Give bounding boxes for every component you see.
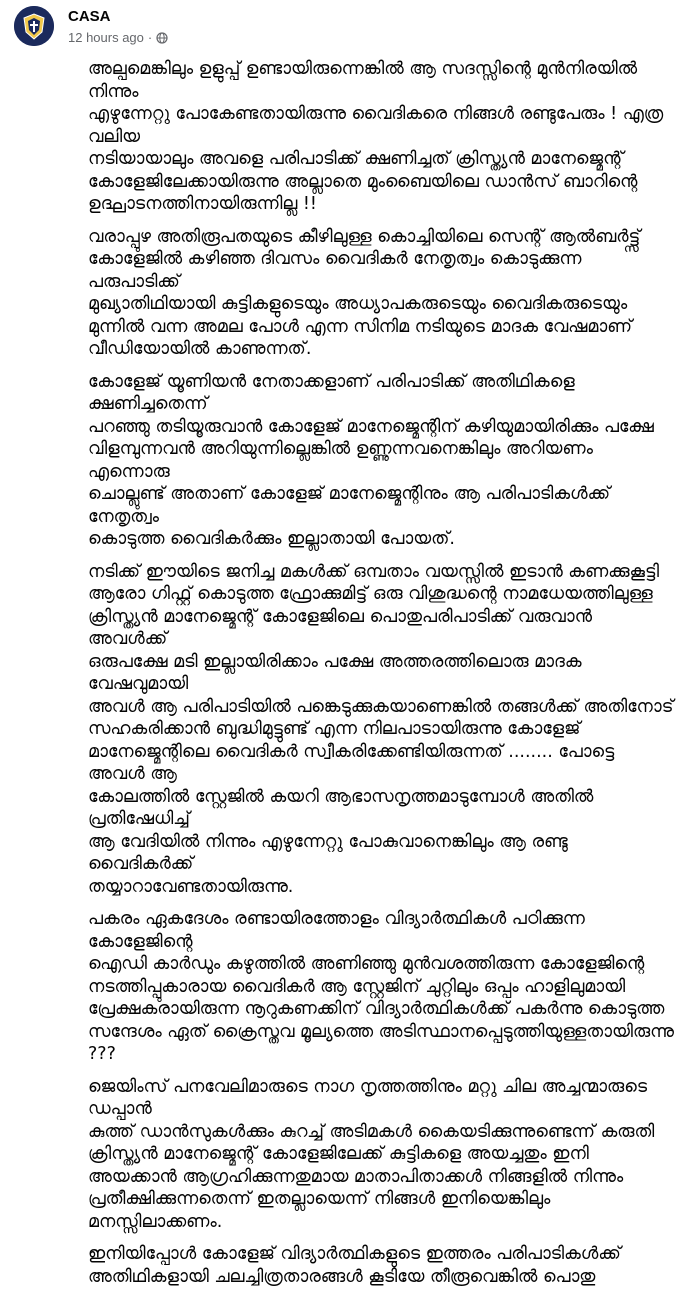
meta-separator: · (147, 30, 153, 45)
casa-logo-icon (14, 6, 54, 46)
post-body (88, 58, 676, 1298)
avatar[interactable] (14, 6, 54, 46)
post-paragraph: അല്പമെങ്കിലും ഉളുപ്പ് ഉണ്ടായിരുന്നെങ്കിൽ ആ സദസ്സിന്റെ മുൻനിരയിൽ നിന്നും എഴുന്നേറ്റു പോകേണ്ടതായിരുന്നു വൈദികരെ നിങ്ങൾ രണ്ടുപേരും ! എത്ര വലിയ നടിയായാലും അവളെ പരിപാടിക്ക് ക്ഷണിച്ചത് ക്രിസ്ത്യൻ മാനേജ്മെന്റ് കോളേജിലേക്കായിരുന്നു അല്ലാതെ മുംബൈയിലെ ഡാൻസ് ബാറിന്റെ ഉദ്ഘാടനത്തിനായിരുന്നില്ല !! (88, 59, 664, 214)
post-paragraph: പകരം ഏകദേശം രണ്ടായിരത്തോളം വിദ്യാർത്ഥികൾ പഠിക്കുന്ന കോളേജിന്റെ ഐഡി കാർഡും കഴുത്തിൽ അണിഞ്ഞു മുൻവശത്തിരുന്ന കോളേജിന്റെ നടത്തിപ്പുകാരായ വൈദികർ ആ സ്റ്റേജിന് ചുറ്റിലും ഒപ്പം ഹാളിലുമായി പ്രേക്ഷകരായിരുന്ന നൂറുകണക്കിന് വിദ്യാർത്ഥികൾക്ക് പകർന്നു കൊടുത്ത സന്ദേശം ഏത് ക്രൈസ്തവ മൂല്യത്തെ അടിസ്ഥാനപ്പെടുത്തിയുള്ളതായിരുന്നു ??? (88, 909, 674, 1064)
post-paragraph: കോളേജ് യൂണിയൻ നേതാക്കളാണ് പരിപാടിക്ക് അതിഥികളെ ക്ഷണിച്ചതെന്ന് പറഞ്ഞു തടിയൂരുവാൻ കോളേജ് മാനേജ്മെന്റിന് കഴിയുമായിരിക്കും പക്ഷേ വിളമ്പുന്നവൻ അറിയുന്നില്ലെങ്കിൽ ഉണ്ണുന്നവനെങ്കിലും അറിയണം എന്നൊരു ചൊല്ലുണ്ട് അതാണ് കോളേജ് മാനേജ്മെന്റിനും ആ പരിപാടികൾക്ക് നേതൃത്വം കൊടുത്ത വൈദികർക്കും ഇല്ലാതായി പോയത്. (88, 371, 654, 549)
post-header (12, 6, 668, 50)
post-paragraph: ജെയിംസ് പനവേലിമാരുടെ നാഗ നൃത്തത്തിനും മറ്റു ചില അച്ചന്മാരുടെ ഡപ്പാൻ കുത്ത് ഡാൻസുകൾക്കും കുറച്ച് അടിമകൾ കൈയടിക്കുന്നുണ്ടെന്ന് കരുതി ക്രിസ്ത്യൻ മാനേജ്മെന്റ് കോളേജിലേക്ക് കുട്ടികളെ അയച്ചതും ഇനി അയക്കാൻ ആഗ്രഹിക്കുന്നതുമായ മാതാപിതാക്കൾ നിങ്ങളിൽ നിന്നും പ്രതീക്ഷിക്കുന്നതെന്ന് ഇതല്ലായെന്ന് നിങ്ങൾ ഇനിയെങ്കിലും മനസ്സിലാക്കണം. (88, 1076, 655, 1232)
post-paragraph: ഇനിയിപ്പോൾ കോളേജ് വിദ്യാർത്ഥികളുടെ ഇത്തരം പരിപാടികൾക്ക് അതിഥികളായി ചലച്ചിത്രതാരങ്ങൾ കൂടിയേ തീരൂവെങ്കിൽ പൊതു (88, 1244, 621, 1287)
author-name[interactable]: CASA (68, 8, 111, 25)
post-meta (68, 30, 168, 45)
post-time[interactable]: 12 hours ago (68, 30, 144, 45)
globe-icon[interactable] (156, 32, 168, 44)
post-paragraph: നടിക്ക് ഈയിടെ ജനിച്ച മകൾക്ക് ഒമ്പതാം വയസ്സിൽ ഇടാൻ കണക്കുകൂട്ടി ആരോ ഗിഫ്റ്റ് കൊടുത്ത ഫ്രോക്കുമിട്ട് ഒരു വിശുദ്ധന്റെ നാമധേയത്തിലുള്ള ക്രിസ്ത്യൻ മാനേജ്മെന്റ് കോളേജിലെ പൊതുപരിപാടിക്ക് വരുവാൻ അവൾക്ക് ഒരുപക്ഷേ മടി ഇല്ലായിരിക്കാം പക്ഷേ അത്തരത്തിലൊരു മാദക വേഷവുമായി അവൾ ആ പരിപാടിയിൽ പങ്കെടുക്കുകയാണെങ്കിൽ തങ്ങൾക്ക് അതിനോട് സഹകരിക്കാൻ ബുദ്ധിമുട്ടുണ്ട് എന്ന നിലപാടായിരുന്നു കോളേജ് മാനേജ്മെന്റിലെ വൈദികർ സ്വീകരിക്കേണ്ടിയിരുന്നത് ........ പോട്ടെ അവൾ ആ കോലത്തിൽ സ്റ്റേജിൽ കയറി ആഭാസനൃത്തമാടുമ്പോൾ അതിൽ പ്രതിഷേധിച്ച് ആ വേദിയിൽ നിന്നും എഴുന്നേറ്റു പോകുവാനെങ്കിലും ആ രണ്ടു വൈദികർക്ക് തയ്യാറാവേണ്ടതായിരുന്നു. (88, 561, 674, 897)
post-paragraph: വരാപ്പുഴ അതിരൂപതയുടെ കീഴിലുള്ള കൊച്ചിയിലെ സെന്റ് ആൽബർട്ട്സ് കോളേജിൽ കഴിഞ്ഞ ദിവസം വൈദികർ നേതൃത്വം കൊടുക്കുന്ന പരുപാടിക്ക് മുഖ്യാതിഥിയായി കുട്ടികളുടെയും അധ്യാപകരുടെയും വൈദികരുടെയും മുന്നിൽ വന്ന അമല പോൾ എന്ന സിനിമ നടിയുടെ മാദക വേഷമാണ് വീഡിയോയിൽ കാണുന്നത്. (88, 226, 641, 359)
